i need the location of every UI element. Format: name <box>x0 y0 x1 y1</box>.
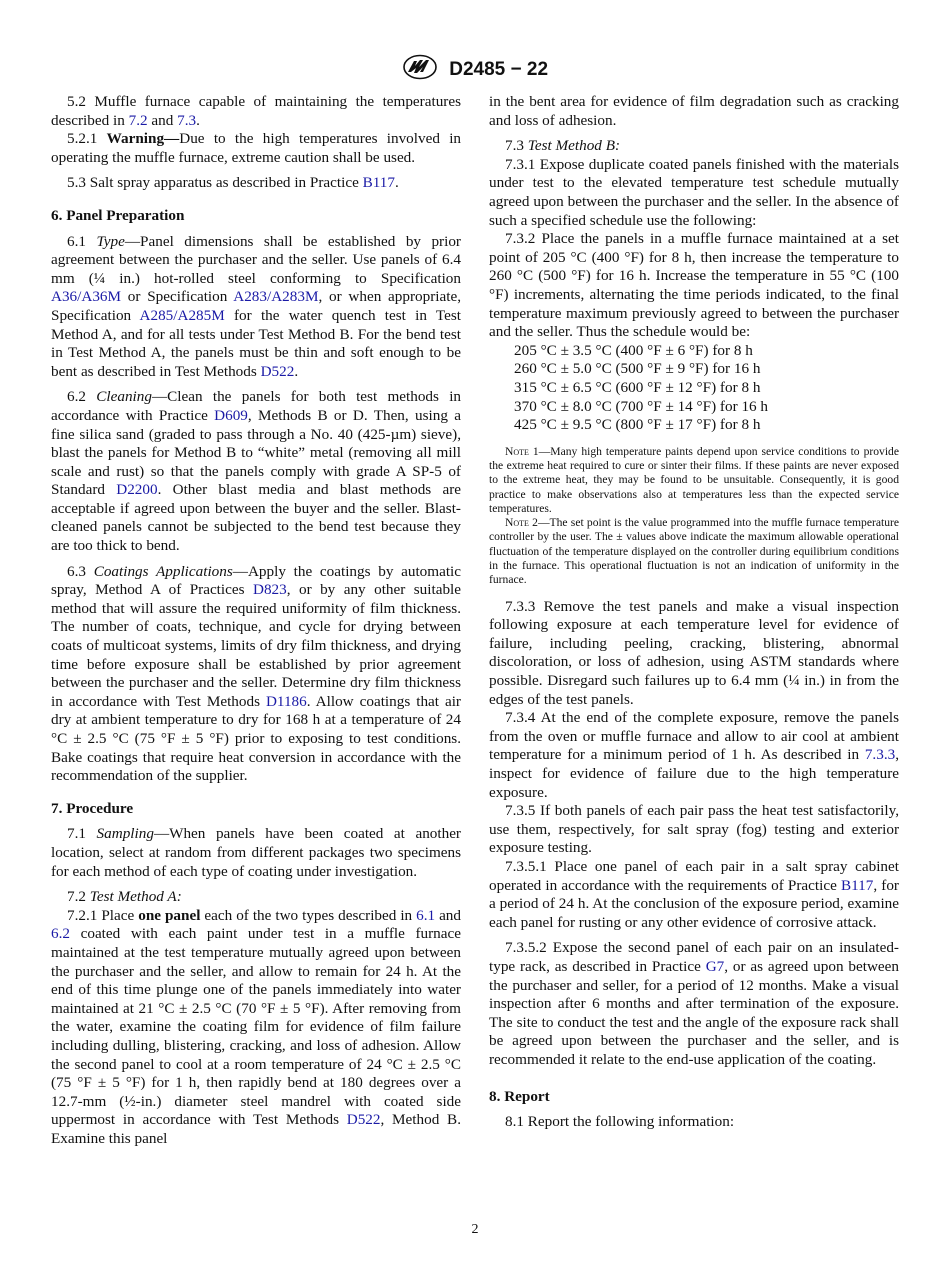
ref-link-6-1[interactable]: 6.1 <box>416 906 436 924</box>
para-5-2: 5.2 Muffle furnace capable of maintaining the temperatures described in 7.2 and 7.3. <box>51 93 461 129</box>
ref-link-7-3-3[interactable]: 7.3.3 <box>864 746 896 764</box>
ref-link-g7[interactable]: G7 <box>705 957 725 975</box>
para-7-3: 7.3 Test Method B: <box>505 137 621 155</box>
para-6-2: 6.2 Cleaning—Clean the panels for both test methods in accordance with Practice D609, Methods B or D. Then, using a fine silica sand (graded to pass through a No. 40 (425-µm) sieve), blast the panels for Method B to “white” metal (removing all mill scale and rust) so that the panels comply with grade A SP-5 of Standard D2200. Other blast media and blast methods are acceptable if agreed upon between the buyer and the seller. Blast-cleaned panels cannot be subjected to the bend test because they are too thick to bend. <box>51 388 462 555</box>
ref-link-6-2[interactable]: 6.2 <box>51 925 70 943</box>
para-7-3-5-2: 7.3.5.2 Expose the second panel of each pair on an insulated-type rack, as described in Practice G7, or as agreed upon between the purchaser and seller, for a period of 12 months. Make a visual inspection after 6 months and after termination of the exposure. The site to conduct the test and the angle of the exposure rack shall be agreed upon between the purchaser and the seller, and is recommended it relate to the end-use application of the coating. <box>489 939 899 1068</box>
ref-link-7-3[interactable]: 7.3 <box>177 111 197 129</box>
para-7-2-1-continued: in the bent area for evidence of film degradation such as cracking and loss of adhesion. <box>489 93 899 129</box>
para-7-3-5-1: 7.3.5.1 Place one panel of each pair in a salt spray cabinet operated in accordance with the requirements of Practice B117, for a period of 24 h. At the conclusion of the exposure period, examine each panel for rusting or any other evidence of corrosive attack. <box>489 857 899 931</box>
ref-link-d2200[interactable]: D2200 <box>116 481 158 499</box>
ref-link-d522[interactable]: D522 <box>260 362 295 380</box>
ref-link-7-2[interactable]: 7.2 <box>128 111 148 129</box>
schedule-line: 315 °C ± 6.5 °C (600 °F ± 12 °F) for 8 h <box>514 378 761 396</box>
ref-link-a36[interactable]: A36/A36M <box>51 288 122 306</box>
section-heading-6: 6. Panel Preparation <box>51 206 185 224</box>
section-heading-7: 7. Procedure <box>51 799 134 817</box>
schedule-line: 370 °C ± 8.0 °C (700 °F ± 14 °F) for 16 h <box>514 397 769 415</box>
left-column <box>51 93 461 1148</box>
page-number: 2 <box>471 1222 479 1237</box>
ref-link-b117-b[interactable]: B117 <box>840 876 874 894</box>
para-7-3-4: 7.3.4 At the end of the complete exposure, remove the panels from the oven or muffle furnace and allow to air cool at ambient temperature for a minimum period of 1 h. As described in 7.3.3, inspect for evidence of failure due to the high temperature exposure. <box>489 709 899 801</box>
ref-link-d823[interactable]: D823 <box>252 581 287 599</box>
ref-link-b117[interactable]: B117 <box>362 174 395 192</box>
note-1: Note 1—Many high temperature paints depend upon service conditions to provide the extreme heat required to cure or sinter their films. If these paints are never exposed to the extreme heat, they may be found to be unsuitable. Consequently, it is good practice to make observations also at temperatures less than the expected service temperatures. <box>489 444 899 515</box>
ref-link-d522-b[interactable]: D522 <box>346 1111 381 1129</box>
section-heading-8: 8. Report <box>489 1087 550 1105</box>
note-2: Note 2—The set point is the value programmed into the muffle furnace temperature controller by the user. The ± values above indicate the maximum allowable operational fluctuation of the temperature displayed on the controller during equilibrium conditions in the furnace. This operational fluctuation is not an indication of uniformity in the furnace. <box>489 516 899 587</box>
para-7-3-5: 7.3.5 If both panels of each pair pass the heat test satisfactorily, use them, respectively, for salt spray (fog) testing and exterior exposure testing. <box>489 802 899 857</box>
para-7-3-3: 7.3.3 Remove the test panels and make a visual inspection following exposure at each temperature level for evidence of failure, including peeling, cracking, blistering, abnormal discoloration, or loss of adhesion, using ASTM standards where possible. Disregard such failures up to 6.4 mm (¼ in.) in from the edges of the test panels. <box>489 597 899 708</box>
schedule-line: 425 °C ± 9.5 °C (800 °F ± 17 °F) for 8 h <box>514 416 761 434</box>
para-6-1: 6.1 Type—Panel dimensions shall be established by prior agreement between the purchaser and the seller. Use panels of 6.4 mm (¼ in.) hot-rolled steel conforming to Specification A36/A36M or Specification A283/A283M, or when appropriate, Specification A285/A285M for the water quench test in Test Method A, and for all tests under Test Method B. For the bend test in Test Method A, the panels must be thin and soft enough to be bent as described in Test Methods D522. <box>51 232 461 380</box>
para-7-2-1: 7.2.1 Place one panel each of the two types described in 6.1 and 6.2 coated with each paint under test in a muffle furnace maintained at the test temperature mutually agreed upon between the purchaser and the seller, and allow to remain for 24 h. At the end of this time plunge one of the panels immediately into water maintained at 21 °C ± 2.5 °C (70 °F ± 5 °F). After removing from the water, examine the coating film for evidence of film failure including dulling, blistering, cracking, and loss of adhesion. Allow the second panel to cool at a room temperature of 24 °C ± 2.5 °C (75 °F ± 5 °F) for 1 h, then rapidly bend at 180 degrees over a 12.7-mm (½-in.) diameter steel mandrel with coated side uppermost in accordance with Test Methods D522, Method B. Examine this panel <box>51 906 461 1147</box>
para-8-1: 8.1 Report the following information: <box>505 1113 735 1131</box>
temperature-schedule <box>489 342 899 435</box>
ref-link-a285[interactable]: A285/A285M <box>139 306 225 324</box>
page-header <box>0 54 950 86</box>
schedule-line: 260 °C ± 5.0 °C (500 °F ± 9 °F) for 16 h <box>514 360 761 378</box>
schedule-line: 205 °C ± 3.5 °C (400 °F ± 6 °F) for 8 h <box>514 341 753 359</box>
right-column <box>489 93 899 1132</box>
para-7-3-2: 7.3.2 Place the panels in a muffle furnace maintained at a set point of 205 °C (400 °F) for 8 h, then increase the temperature to 260 °C (500 °F) for 16 h. Increase the temperature in 55 °C (100 °F) increments, alternating the time periods indicated, to the final temperature maximum previously agreed to between the purchaser and the seller. Thus the schedule would be: <box>489 230 899 341</box>
para-5-2-1: 5.2.1 Warning—Due to the high temperatures involved in operating the muffle furnace, extreme caution shall be used. <box>51 130 462 166</box>
standard-designation: D2485 − 22 <box>449 59 549 80</box>
ref-link-d609[interactable]: D609 <box>214 406 248 424</box>
para-7-1: 7.1 Sampling—When panels have been coated at another location, select at random from different packages two specimens for each method of each type of coating under investigation. <box>51 825 461 880</box>
astm-logo-icon <box>402 54 438 86</box>
ref-link-d1186[interactable]: D1186 <box>265 692 307 710</box>
para-5-3: 5.3 Salt spray apparatus as described in Practice B117. <box>67 174 399 192</box>
para-6-3: 6.3 Coatings Applications—Apply the coatings by automatic spray, Method A of Practices D823, or by any other suitable method that will assure the required uniformity of film thickness. The number of coats, technique, and cycle for drying between coats of multicoat systems, limits of dry film thickness, and drying time before exposure shall be established by prior agreement between the purchaser and the seller. Determine dry film thickness in accordance with Test Methods D1186. Allow coatings that air dry at ambient temperature to dry for 168 h at a temperature of 24 °C ± 2.5 °C (75 °F ± 5 °F) prior to exposing to test conditions. Bake coatings that require heat conversion in accordance with the recommendation of the supplier. <box>51 562 462 785</box>
para-7-3-1: 7.3.1 Expose duplicate coated panels finished with the materials under test to the elevated temperature test schedule mutually agreed upon between the purchaser and the seller. In the absence of such a specified schedule use the following: <box>489 155 899 229</box>
ref-link-a283[interactable]: A283/A283M <box>233 288 319 306</box>
para-7-2: 7.2 Test Method A: <box>67 888 182 906</box>
